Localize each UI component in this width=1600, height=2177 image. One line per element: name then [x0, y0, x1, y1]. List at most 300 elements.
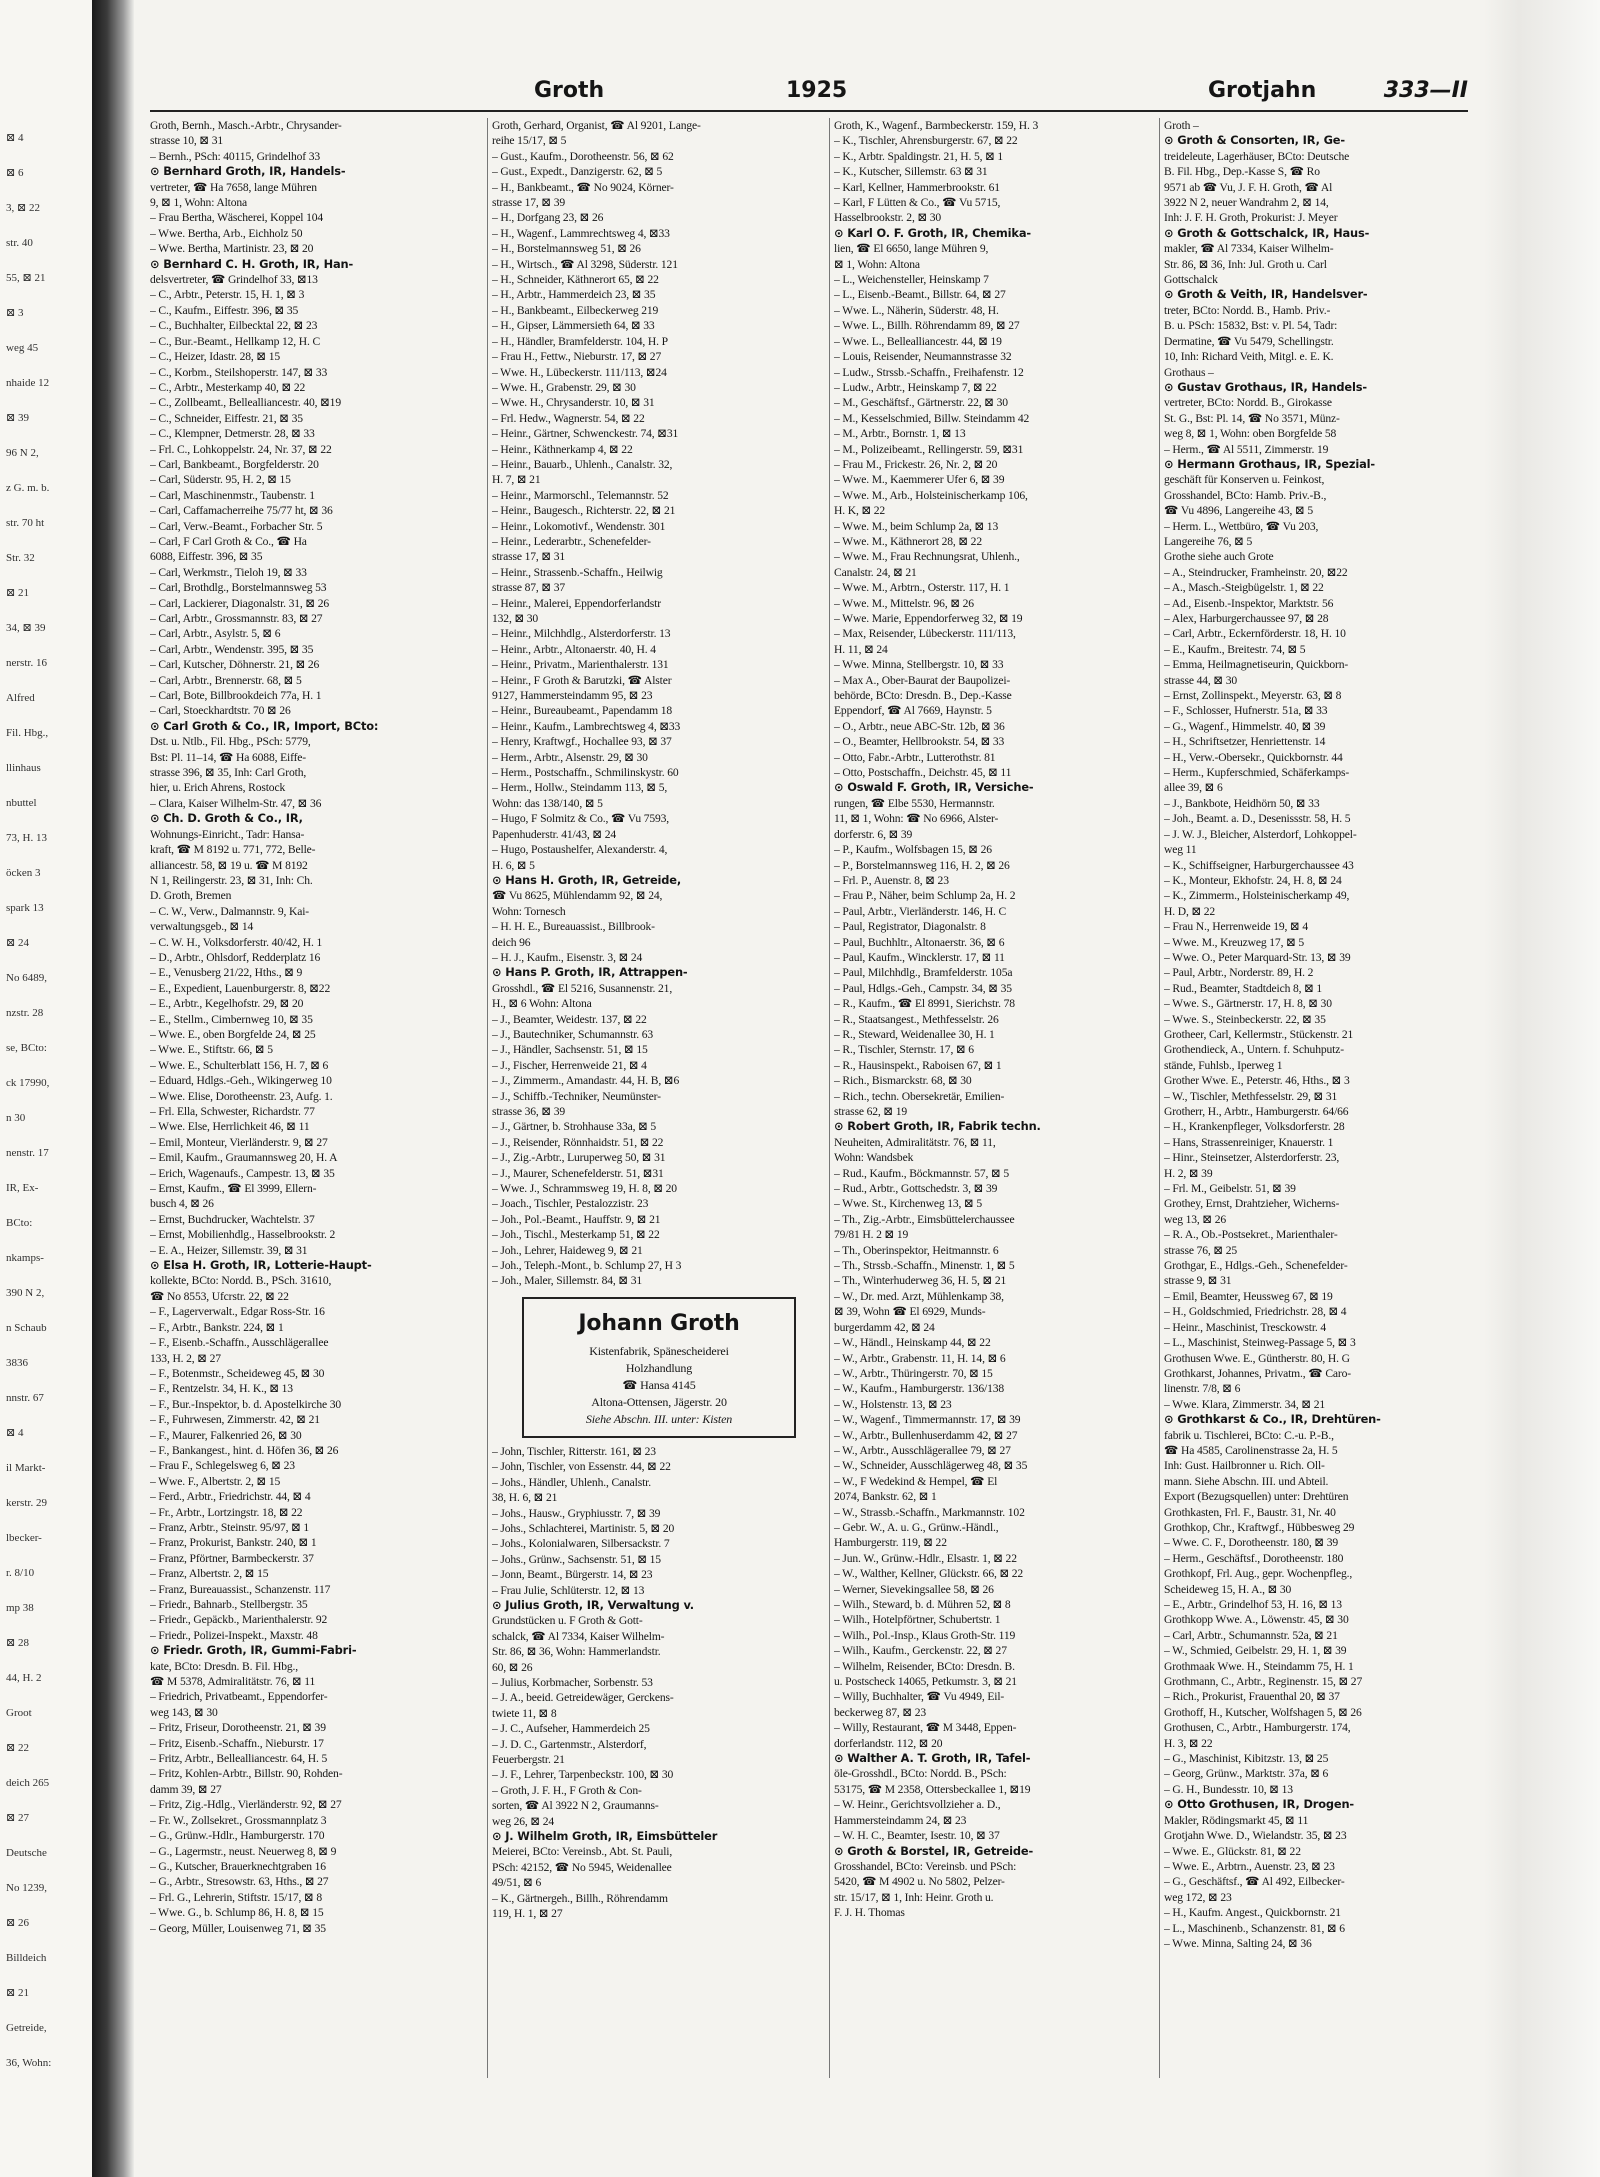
directory-entry-line: – Erich, Wagenaufs., Campestr. 13, ⊠ 35: [150, 1166, 335, 1180]
directory-entry-line: 2074, Bankstr. 62, ⊠ 1: [834, 1490, 937, 1504]
directory-entry-line: D. Groth, Bremen: [150, 889, 232, 903]
directory-entry-line: – Wwe. J., Schrammsweg 19, H. 8, ⊠ 20: [492, 1182, 677, 1196]
directory-entry-line: – Wwe. Bertha, Arb., Eichholz 50: [150, 226, 303, 240]
directory-entry-line: – J., Gärtner, b. Strohhause 33a, ⊠ 5: [492, 1120, 657, 1134]
directory-entry-line: ⊙ Robert Groth, IR, Fabrik techn.: [834, 1119, 1041, 1134]
directory-entry-line: – W., Holstenstr. 13, ⊠ 23: [834, 1397, 952, 1411]
directory-entry-line: – Rich., Prokurist, Frauenthal 20, ⊠ 37: [1164, 1690, 1340, 1704]
directory-entry-line: – H., Schriftsetzer, Henriettenstr. 14: [1164, 735, 1326, 749]
directory-entry-line: – Wwe. M., Arb., Holsteinischerkamp 106,: [834, 488, 1028, 502]
directory-entry-line: – John, Tischler, Ritterstr. 161, ⊠ 23: [492, 1444, 656, 1458]
directory-entry-line: – Heinr., Strassenb.-Schaffn., Heilwig: [492, 565, 663, 579]
directory-entry-line: – Frau Julie, Schlüterstr. 12, ⊠ 13: [492, 1583, 645, 1597]
directory-entry-line: lien, ☎ El 6650, lange Mühren 9,: [834, 242, 989, 256]
directory-entry-line: Grother Wwe. E., Peterstr. 46, Hths., ⊠ 3: [1164, 1074, 1350, 1088]
directory-entry-line: – Hans, Strassenreiniger, Knauerstr. 1: [1164, 1135, 1334, 1149]
directory-entry-line: – Wwe. C. F., Dorotheenstr. 180, ⊠ 39: [1164, 1536, 1339, 1550]
directory-entry-line: – Heinr., Privatm., Marienthalerstr. 131: [492, 658, 669, 672]
directory-entry-line: H. K, ⊠ 22: [834, 504, 886, 518]
directory-entry-line: vertreter, BCto: Nordd. B., Girokasse: [1164, 396, 1332, 410]
directory-entry-line: Grothendieck, A., Untern. f. Schuhputz-: [1164, 1043, 1344, 1057]
directory-entry-line: – Max A., Ober-Baurat der Baupolizei-: [834, 673, 1011, 687]
directory-entry-line: – Alex, Harburgerchaussee 97, ⊠ 28: [1164, 612, 1329, 625]
directory-entry-line: – Ludw., Strssb.-Schaffn., Freihafenstr. 12: [834, 365, 1024, 379]
directory-entry-line: schalck, ☎ Al 7334, Kaiser Wilhelm-: [492, 1629, 665, 1643]
directory-entry-line: – J., Fischer, Herrenweide 21, ⊠ 4: [492, 1058, 647, 1072]
directory-entry-line: dorferstr. 6, ⊠ 39: [834, 827, 913, 841]
directory-entry-line: ⊙ Groth & Borstel, IR, Getreide-: [834, 1843, 1034, 1858]
header-year: 1925: [786, 78, 848, 103]
directory-entry-line: – Fritz, Eisenb.-Schaffn., Nieburstr. 17: [150, 1736, 324, 1750]
directory-entry-line: – Willy, Restaurant, ☎ M 3448, Eppen-: [834, 1721, 1017, 1735]
directory-entry-line: – Wwe. S., Steinbeckerstr. 22, ⊠ 35: [1164, 1012, 1326, 1026]
directory-entry-line: Langereihe 76, ⊠ 5: [1164, 534, 1253, 548]
directory-entry-line: – Julius, Korbmacher, Sorbenstr. 53: [492, 1675, 653, 1689]
column-divider: [487, 118, 488, 2078]
directory-entry-line: – Friedr., Bahnarb., Stellbergstr. 35: [150, 1598, 308, 1611]
directory-entry-line: 11, ⊠ 1, Wohn: ☎ No 6966, Alster-: [834, 812, 999, 826]
margin-fragment: Groot: [6, 1707, 32, 1719]
directory-entry-line: Hasselbrookstr. 2, ⊠ 30: [834, 211, 942, 225]
directory-entry-line: – K., Zimmerm., Holsteinischerkamp 49,: [1164, 889, 1350, 903]
directory-entry-line: – D., Arbtr., Ohlsdorf, Redderplatz 16: [150, 950, 321, 964]
directory-entry-line: Wohn: Tornesch: [492, 904, 566, 918]
margin-fragment: ⊠ 6: [6, 167, 24, 179]
directory-entry-line: – Wwe. M., Frau Rechnungsrat, Uhlenh.,: [834, 550, 1020, 564]
directory-entry-line: – Bernh., PSch: 40115, Grindelhof 33: [150, 149, 320, 163]
directory-entry-line: – W. H. C., Beamter, Isestr. 10, ⊠ 37: [834, 1829, 1000, 1843]
directory-entry-line: – E., Venusberg 21/22, Hths., ⊠ 9: [150, 966, 303, 980]
margin-fragment: ⊠ 27: [6, 1812, 29, 1824]
directory-entry-line: 6088, Eiffestr. 396, ⊠ 35: [150, 550, 263, 564]
directory-entry-line: Grothusen, C., Arbtr., Hamburgerstr. 174,: [1164, 1721, 1351, 1735]
directory-entry-line: – Jun. W., Grünw.-Hdlr., Elsastr. 1, ⊠ 22: [834, 1551, 1017, 1565]
margin-fragment: ⊠ 39: [6, 412, 29, 424]
directory-entry-line: – Paul, Arbtr., Norderstr. 89, H. 2: [1164, 966, 1314, 980]
directory-entry-line: – L., Maschinist, Steinweg-Passage 5, ⊠ 3: [1164, 1336, 1356, 1350]
directory-entry-line: 49/51, ⊠ 6: [492, 1876, 542, 1890]
directory-entry-line: B. u. PSch: 15832, Bst: v. Pl. 54, Tadr:: [1164, 319, 1338, 333]
directory-entry-line: – Wilh., Pol.-Insp., Klaus Groth-Str. 119: [834, 1628, 1016, 1642]
directory-entry-line: – Carl, Süderstr. 95, H. 2, ⊠ 15: [150, 473, 291, 487]
directory-entry-line: – L., Maschinenb., Schanzenstr. 81, ⊠ 6: [1164, 1921, 1345, 1935]
directory-entry-line: – Heinr., Kaufm., Lambrechtsweg 4, ⊠33: [492, 719, 681, 733]
directory-entry-line: – Joach., Tischler, Pestalozzistr. 23: [492, 1197, 649, 1211]
directory-entry-line: – Wwe. E., Glückstr. 81, ⊠ 22: [1164, 1844, 1301, 1858]
directory-entry-line: kraft, ☎ M 8192 u. 771, 772, Belle-: [150, 843, 316, 857]
directory-entry-line: Groth, K., Wagenf., Barmbeckerstr. 159, H. 3: [834, 119, 1039, 132]
directory-entry-line: – Franz, Arbtr., Steinstr. 95/97, ⊠ 1: [150, 1520, 310, 1534]
directory-entry-line: – Wwe. Bertha, Martinistr. 23, ⊠ 20: [150, 242, 314, 256]
directory-entry-line: – Wwe. Elise, Dorotheenstr. 23, Aufg. 1.: [150, 1089, 333, 1103]
directory-entry-line: – Fritz, Zig.-Hdlg., Vierländerstr. 92, ⊠ 27: [150, 1798, 342, 1812]
directory-entry-line: – Karl, Kellner, Hammerbrookstr. 61: [834, 180, 1000, 194]
directory-entry-line: – Otto, Fabr.-Arbtr., Lutterothstr. 81: [834, 750, 996, 764]
directory-entry-line: – Emil, Beamter, Heussweg 67, ⊠ 19: [1164, 1289, 1333, 1303]
directory-entry-line: weg 172, ⊠ 23: [1164, 1890, 1232, 1904]
directory-entry-line: – F., Schlosser, Hufnerstr. 51a, ⊠ 33: [1164, 704, 1328, 718]
directory-entry-line: Grothaus –: [1164, 365, 1214, 379]
directory-entry-line: Wohn: Wandsbek: [834, 1151, 914, 1165]
directory-entry-line: 132, ⊠ 30: [492, 612, 539, 625]
margin-fragment: ⊠ 4: [6, 132, 24, 144]
directory-entry-line: – W., Arbtr., Grabenstr. 11, H. 14, ⊠ 6: [834, 1351, 1006, 1365]
directory-entry-line: – Frl. Ella, Schwester, Richardstr. 77: [150, 1105, 315, 1118]
directory-entry-line: – F., Maurer, Falkenried 26, ⊠ 30: [150, 1428, 302, 1442]
directory-entry-line: – Wwe. F., Albertstr. 2, ⊠ 15: [150, 1474, 281, 1488]
directory-entry-line: Grotheer, Carl, Kellermstr., Stückenstr. 21: [1164, 1027, 1354, 1041]
directory-entry-line: – E., Expedient, Lauenburgerstr. 8, ⊠22: [150, 981, 331, 995]
directory-entry-line: – Herm., Postschaffn., Schmilinskystr. 60: [492, 766, 679, 780]
directory-entry-line: kate, BCto: Dresdn. B. Fil. Hbg.,: [150, 1659, 299, 1673]
directory-entry-line: – Heinr., Maschinist, Tresckowstr. 4: [1164, 1320, 1327, 1334]
margin-fragment: 73, H. 13: [6, 832, 47, 844]
margin-fragment: ⊠ 3: [6, 307, 24, 319]
directory-entry-line: – Carl, Arbtr., Schumannstr. 52a, ⊠ 21: [1164, 1628, 1338, 1642]
directory-entry-line: rungen, ☎ Elbe 5530, Hermannstr.: [834, 796, 995, 810]
directory-entry-line: – C., Klempner, Detmerstr. 28, ⊠ 33: [150, 427, 315, 441]
directory-entry-line: ⊠ 1, Wohn: Altona: [834, 257, 920, 271]
directory-entry-line: – Frau Bertha, Wäscherei, Koppel 104: [150, 211, 324, 225]
margin-fragment: str. 70 ht: [6, 517, 45, 529]
directory-entry-line: – Wwe. Minna, Stellbergstr. 10, ⊠ 33: [834, 658, 1004, 672]
directory-entry-line: – Willy, Buchhalter, ☎ Vu 4949, Eil-: [834, 1690, 1005, 1704]
directory-entry-line: – Gust., Kaufm., Dorotheenstr. 56, ⊠ 62: [492, 149, 674, 163]
directory-entry-line: – W., Arbtr., Ausschlägerallee 79, ⊠ 27: [834, 1443, 1011, 1457]
directory-entry-line: Grothey, Ernst, Drahtzieher, Wicherns-: [1164, 1197, 1340, 1211]
directory-entry-line: – Wwe. E., Schulterblatt 156, H. 7, ⊠ 6: [150, 1058, 329, 1072]
directory-entry-line: – Ferd., Arbtr., Friedrichstr. 44, ⊠ 4: [150, 1490, 311, 1504]
directory-entry-line: Wohn: das 138/140, ⊠ 5: [492, 796, 603, 810]
directory-entry-line: St. G., Bst: Pl. 14, ☎ No 3571, Münz-: [1164, 411, 1340, 425]
directory-entry-line: – Max, Reisender, Lübeckerstr. 111/113,: [834, 627, 1016, 641]
directory-entry-line: – Wwe. M., Mittelstr. 96, ⊠ 26: [834, 596, 974, 610]
directory-entry-line: Inh: J. F. H. Groth, Prokurist: J. Meyer: [1164, 211, 1338, 225]
directory-entry-line: – Ludw., Arbtr., Heinskamp 7, ⊠ 22: [834, 380, 997, 394]
directory-entry-line: – Wwe. M., Käthnerort 28, ⊠ 22: [834, 534, 982, 548]
directory-entry-line: – Carl, Caffamacherreihe 75/77 ht, ⊠ 36: [150, 504, 333, 518]
directory-entry-line: – R., Tischler, Sternstr. 17, ⊠ 6: [834, 1043, 974, 1057]
directory-entry-line: – Wwe. Klara, Zimmerstr. 34, ⊠ 21: [1164, 1397, 1326, 1411]
directory-entry-line: Grothkop, Chr., Kraftwgf., Hübbesweg 29: [1164, 1520, 1355, 1534]
directory-entry-line: Grosshandel, BCto: Vereinsb. und PSch:: [834, 1859, 1017, 1873]
directory-entry-line: – P., Kaufm., Wolfsbagen 15, ⊠ 26: [834, 843, 992, 857]
directory-entry-line: – Louis, Reisender, Neumannstrasse 32: [834, 350, 1012, 364]
directory-entry-line: – Wwe. E., oben Borgfelde 24, ⊠ 25: [150, 1027, 316, 1041]
directory-entry-line: – J., Händler, Sachsenstr. 51, ⊠ 15: [492, 1043, 648, 1057]
directory-entry-line: – Carl, Stoeckhardtstr. 70 ⊠ 26: [150, 704, 291, 718]
margin-fragment: ⊠ 26: [6, 1917, 29, 1929]
directory-entry-line: strasse 396, ⊠ 35, Inh: Carl Groth,: [150, 766, 307, 780]
directory-entry-line: fabrik u. Tischlerei, BCto: C.-u. P.-B.,: [1164, 1428, 1334, 1442]
directory-entry-line: – Carl, Bote, Billbrookdeich 77a, H. 1: [150, 689, 322, 703]
directory-entry-line: – Ad., Eisenb.-Inspektor, Marktstr. 56: [1164, 596, 1334, 610]
margin-fragment: weg 45: [6, 342, 39, 354]
directory-entry-line: – Carl, Brothdlg., Borstelmannsweg 53: [150, 581, 327, 595]
directory-entry-line: Grothkasten, Frl. F., Baustr. 31, Nr. 40: [1164, 1505, 1336, 1519]
directory-entry-line: 9127, Hammersteindamm 95, ⊠ 23: [492, 689, 653, 703]
margin-fragment: 390 N 2,: [6, 1287, 45, 1299]
directory-entry-line: – Georg, Grünw., Marktstr. 37a, ⊠ 6: [1164, 1767, 1329, 1781]
directory-entry-line: – C., Bur.-Beamt., Hellkamp 12, H. C: [150, 334, 321, 348]
directory-entry-line: Papenhuderstr. 41/43, ⊠ 24: [492, 827, 616, 841]
directory-entry-line: – J., Schiffb.-Techniker, Neumünster-: [492, 1089, 661, 1103]
directory-entry-line: – Fr. W., Zollsekret., Grossmannplatz 3: [150, 1813, 327, 1827]
margin-fragment: il Markt-: [6, 1462, 46, 1474]
directory-entry-line: – C., Arbtr., Peterstr. 15, H. 1, ⊠ 3: [150, 288, 305, 302]
directory-entry-line: – Johs., Hausw., Gryphiusstr. 7, ⊠ 39: [492, 1506, 661, 1520]
directory-entry-line: – Fritz, Kohlen-Arbtr., Billstr. 90, Rohden-: [150, 1767, 343, 1781]
directory-entry-line: – Herm., Hollw., Steindamm 113, ⊠ 5,: [492, 781, 668, 795]
margin-fragment: nnstr. 67: [6, 1392, 44, 1404]
directory-entry-line: – E., Arbtr., Grindelhof 53, H. 16, ⊠ 13: [1164, 1598, 1342, 1611]
directory-entry-line: Groth, Gerhard, Organist, ☎ Al 9201, Lange-: [492, 119, 701, 132]
margin-fragment: Deutsche: [6, 1847, 47, 1859]
directory-entry-line: – Groth, J. F. H., F Groth & Con-: [492, 1783, 642, 1797]
directory-entry-line: Grothusen Wwe. E., Güntherstr. 80, H. G: [1164, 1351, 1350, 1365]
directory-entry-line: – Friedr., Polizei-Inspekt., Maxstr. 48: [150, 1628, 318, 1642]
directory-entry-line: – Paul, Buchhltr., Altonaerstr. 36, ⊠ 6: [834, 935, 1005, 949]
directory-entry-line: kollekte, BCto: Nordd. B., PSch. 31610,: [150, 1274, 332, 1288]
directory-entry-line: – M., Polizeibeamt., Rellingerstr. 59, ⊠31: [834, 442, 1024, 456]
margin-fragment: Fil. Hbg.,: [6, 727, 49, 739]
directory-entry-line: – Rud., Beamter, Stadtdeich 8, ⊠ 1: [1164, 981, 1323, 995]
directory-entry-line: Dermatine, ☎ Vu 5479, Schellingstr.: [1164, 334, 1334, 348]
directory-entry-line: – Wwe. O., Peter Marquard-Str. 13, ⊠ 39: [1164, 950, 1351, 964]
directory-entry-line: öle-Grosshdl., BCto: Nordd. B., PSch:: [834, 1767, 1007, 1781]
directory-entry-line: – Carl, Arbtr., Grossmannstr. 83, ⊠ 27: [150, 612, 323, 625]
directory-entry-line: H. 7, ⊠ 21: [492, 473, 541, 487]
directory-entry-line: ☎ Vu 8625, Mühlendamm 92, ⊠ 24,: [492, 889, 663, 903]
directory-entry-line: – Wwe. M., Kaemmerer Ufer 6, ⊠ 39: [834, 473, 1005, 487]
directory-entry-line: ☎ M 5378, Admiralitätstr. 76, ⊠ 11: [150, 1675, 316, 1689]
directory-entry-line: Grotjahn Wwe. D., Wielandstr. 35, ⊠ 23: [1164, 1829, 1347, 1843]
directory-entry-line: – Johs., Grünw., Sachsenstr. 51, ⊠ 15: [492, 1552, 661, 1566]
directory-entry-line: strasse 17, ⊠ 31: [492, 550, 566, 564]
directory-entry-line: – Carl, Verw.-Beamt., Forbacher Str. 5: [150, 519, 323, 533]
directory-entry-line: mann. Siehe Abschn. III. und Abteil.: [1164, 1474, 1329, 1488]
directory-entry-line: – Wwe. H., Lübeckerstr. 111/113, ⊠24: [492, 365, 667, 379]
directory-entry-line: makler, ☎ Al 7334, Kaiser Wilhelm-: [1164, 242, 1334, 256]
directory-entry-line: – Karl, F Lütten & Co., ☎ Vu 5715,: [834, 196, 1001, 210]
directory-entry-line: – K., Tischler, Ahrensburgerstr. 67, ⊠ 22: [834, 134, 1018, 148]
directory-entry-line: – O., Beamter, Hellbrookstr. 54, ⊠ 33: [834, 735, 1005, 749]
directory-entry-line: H. 6, ⊠ 5: [492, 858, 535, 872]
directory-entry-line: – Henry, Kraftwgf., Hochallee 93, ⊠ 37: [492, 735, 672, 749]
directory-entry-line: Grothoff, H., Kutscher, Wolfshagen 5, ⊠ 26: [1164, 1705, 1362, 1719]
directory-entry-line: ⊙ Karl O. F. Groth, IR, Chemika-: [834, 225, 1031, 240]
directory-entry-line: – Wwe. H., Grabenstr. 29, ⊠ 30: [492, 380, 636, 394]
directory-entry-line: – Carl, Kutscher, Döhnerstr. 21, ⊠ 26: [150, 658, 320, 672]
directory-entry-line: – Heinr., Baugesch., Richterstr. 22, ⊠ 21: [492, 504, 676, 518]
directory-entry-line: – Jonn, Beamt., Bürgerstr. 14, ⊠ 23: [492, 1568, 653, 1582]
directory-entry-line: 5420, ☎ M 4902 u. No 5802, Pelzer-: [834, 1875, 1005, 1889]
directory-entry-line: – F., Rentzelstr. 34, H. K., ⊠ 13: [150, 1382, 293, 1396]
directory-entry-line: – J. C., Aufseher, Hammerdeich 25: [492, 1722, 650, 1736]
directory-entry-line: ⊙ J. Wilhelm Groth, IR, Eimsbütteler: [492, 1829, 718, 1844]
directory-entry-line: – F., Fuhrwesen, Zimmerstr. 42, ⊠ 21: [150, 1413, 320, 1427]
page-header: [150, 70, 1468, 112]
directory-entry-line: Hamburgerstr. 119, ⊠ 22: [834, 1536, 947, 1550]
directory-entry-line: – Rich., Bismarckstr. 68, ⊠ 30: [834, 1074, 972, 1088]
margin-fragment: n 30: [6, 1112, 26, 1124]
directory-entry-line: – Heinr., Bureaubeamt., Papendamm 18: [492, 704, 673, 718]
directory-entry-line: – Th., Oberinspektor, Heitmannstr. 6: [834, 1243, 999, 1257]
directory-entry-line: – Rich., techn. Obersekretär, Emilien-: [834, 1089, 1005, 1103]
directory-entry-line: – K., Schiffseigner, Harburgerchaussee 43: [1164, 858, 1354, 872]
directory-entry-line: – Paul, Hdlgs.-Geh., Campstr. 34, ⊠ 35: [834, 981, 1012, 995]
directory-entry-line: 53175, ☎ M 2358, Ottersbeckallee 1, ⊠19: [834, 1782, 1031, 1796]
directory-entry-line: – Wwe. L., Billh. Röhrendamm 89, ⊠ 27: [834, 319, 1020, 333]
directory-entry-line: strasse 76, ⊠ 25: [1164, 1243, 1238, 1257]
directory-entry-line: – Georg, Müller, Louisenweg 71, ⊠ 35: [150, 1921, 326, 1935]
directory-entry-line: – E., Kaufm., Breitestr. 74, ⊠ 5: [1164, 642, 1306, 656]
margin-fragment: Alfred: [6, 692, 35, 704]
column-4: [1164, 118, 1468, 1951]
directory-entry-line: – J., Bautechniker, Schumannstr. 63: [492, 1027, 654, 1041]
directory-entry-line: – Th., Strssb.-Schaffn., Minenstr. 1, ⊠ 5: [834, 1259, 1015, 1273]
directory-entry-line: – G., Geschäftsf., ☎ Al 492, Eilbecker-: [1164, 1875, 1345, 1889]
directory-entry-line: ⊙ Gustav Grothaus, IR, Handels-: [1164, 379, 1367, 394]
directory-entry-line: strasse 87, ⊠ 37: [492, 581, 566, 595]
directory-entry-line: – J. W. J., Bleicher, Alsterdorf, Lohkoppel-: [1164, 827, 1357, 841]
directory-entry-line: 119, H. 1, ⊠ 27: [492, 1907, 563, 1921]
margin-fragment: nzstr. 28: [6, 1007, 44, 1019]
directory-entry-line: ⊙ Hans H. Groth, IR, Getreide,: [492, 872, 682, 887]
directory-entry-line: – Franz, Pförtner, Barmbeckerstr. 37: [150, 1551, 314, 1565]
directory-entry-line: – H., Goldschmied, Friedrichstr. 28, ⊠ 4: [1164, 1305, 1347, 1319]
directory-entry-line: delsvertreter, ☎ Grindelhof 33, ⊠13: [150, 273, 318, 287]
advert-note: Siehe Abschn. III. unter: Kisten: [585, 1411, 733, 1426]
directory-entry-line: vertreter, ☎ Ha 7658, lange Mühren: [150, 180, 317, 194]
directory-entry-line: – Wilh., Kaufm., Gerckenstr. 22, ⊠ 27: [834, 1644, 1007, 1658]
advert-line: Altona-Ottensen, Jägerstr. 20: [591, 1394, 727, 1409]
directory-entry-line: – Johs., Händler, Uhlenh., Canalstr.: [492, 1475, 652, 1489]
directory-entry-line: – J. A., beeid. Getreidewäger, Gerckens-: [492, 1691, 674, 1705]
directory-entry-line: Str. 86, ⊠ 36, Inh: Jul. Groth u. Carl: [1164, 257, 1327, 271]
directory-entry-line: – Carl, Bankbeamt., Borgfelderstr. 20: [150, 457, 319, 471]
directory-entry-line: – Franz, Bureauassist., Schanzenstr. 117: [150, 1582, 331, 1596]
directory-entry-line: Makler, Rödingsmarkt 45, ⊠ 11: [1164, 1813, 1309, 1827]
directory-entry-line: – H., Schneider, Käthnerort 65, ⊠ 22: [492, 273, 659, 287]
directory-entry-line: damm 39, ⊠ 27: [150, 1782, 222, 1796]
directory-entry-line: ⊙ Elsa H. Groth, IR, Lotterie-Haupt-: [150, 1258, 372, 1273]
directory-entry-line: Grothkopp Wwe. A., Löwenstr. 45, ⊠ 30: [1164, 1613, 1349, 1627]
directory-entry-line: – Th., Winterhuderweg 36, H. 5, ⊠ 21: [834, 1274, 1007, 1288]
directory-entry-line: B. Fil. Hbg., Dep.-Kasse S, ☎ Ro: [1164, 165, 1320, 179]
directory-entry-line: – G. H., Bundesstr. 10, ⊠ 13: [1164, 1782, 1293, 1796]
directory-entry-line: ⊙ Bernhard Groth, IR, Handels-: [150, 164, 346, 179]
advert-line: Holzhandlung: [625, 1360, 693, 1375]
directory-entry-line: 3922 N 2, neuer Wandrahm 2, ⊠ 14,: [1164, 196, 1329, 210]
directory-entry-line: – H., Krankenpfleger, Volksdorferstr. 28: [1164, 1120, 1345, 1134]
directory-entry-line: Grothmaak Wwe. H., Steindamm 75, H. 1: [1164, 1659, 1354, 1673]
directory-entry-line: – Emil, Monteur, Vierländerstr. 9, ⊠ 27: [150, 1135, 328, 1149]
directory-entry-line: – C., Buchhalter, Eilbecktal 22, ⊠ 23: [150, 319, 318, 333]
margin-fragment: 3, ⊠ 22: [6, 202, 40, 214]
margin-fragment: 36, Wohn:: [6, 2057, 52, 2069]
directory-entry-line: H., ⊠ 6 Wohn: Altona: [492, 997, 592, 1011]
margin-fragment: IR, Ex-: [6, 1182, 39, 1194]
directory-entry-line: – W., Schmied, Geibelstr. 29, H. 1, ⊠ 39: [1164, 1644, 1347, 1658]
directory-entry-line: ⊙ Otto Grothusen, IR, Drogen-: [1164, 1797, 1355, 1812]
directory-entry-line: – H., Arbtr., Hammerdeich 23, ⊠ 35: [492, 288, 656, 302]
directory-entry-line: – Gust., Expedt., Danzigerstr. 62, ⊠ 5: [492, 165, 663, 179]
margin-fragment: lbecker-: [6, 1532, 42, 1544]
margin-fragment: nerstr. 16: [6, 657, 47, 669]
directory-entry-line: – W., Händl., Heinskamp 44, ⊠ 22: [834, 1336, 991, 1350]
margin-fragment: nhaide 12: [6, 377, 50, 389]
directory-entry-line: – J., Reisender, Rönnhaidstr. 51, ⊠ 22: [492, 1135, 664, 1149]
directory-entry-line: – Friedrich, Privatbeamt., Eppendorfer-: [150, 1690, 328, 1704]
margin-fragment: 34, ⊠ 39: [6, 622, 46, 634]
directory-entry-line: – Frl. M., Geibelstr. 51, ⊠ 39: [1164, 1182, 1296, 1196]
directory-entry-line: Grothe siehe auch Grote: [1164, 550, 1274, 564]
directory-entry-line: N 1, Reilingerstr. 23, ⊠ 31, Inh: Ch.: [150, 873, 313, 887]
directory-entry-line: – Wwe. Else, Herrlichkeit 46, ⊠ 11: [150, 1120, 310, 1134]
directory-entry-line: – G., Wagenf., Himmelstr. 40, ⊠ 39: [1164, 719, 1326, 733]
directory-entry-line: – Herm., Arbtr., Alsenstr. 29, ⊠ 30: [492, 750, 648, 764]
directory-entry-line: – R. A., Ob.-Postsekret., Marienthaler-: [1164, 1228, 1338, 1242]
directory-entry-line: ⊙ Groth & Gottschalck, IR, Haus-: [1164, 225, 1370, 240]
directory-entry-line: H. 11, ⊠ 24: [834, 642, 888, 656]
directory-entry-line: busch 4, ⊠ 26: [150, 1197, 214, 1211]
directory-entry-line: – M., Geschäftsf., Gärtnerstr. 22, ⊠ 30: [834, 396, 1008, 410]
directory-entry-line: strasse 10, ⊠ 31: [150, 134, 224, 148]
directory-entry-line: Eppendorf, ☎ Al 7669, Haynstr. 5: [834, 704, 992, 718]
directory-entry-line: – Paul, Milchhdlg., Bramfelderstr. 105a: [834, 966, 1013, 980]
directory-entry-line: ☎ Vu 4896, Langereihe 43, ⊠ 5: [1164, 504, 1313, 518]
directory-entry-line: Grothgar, E., Hdlgs.-Geh., Schenefelder-: [1164, 1259, 1348, 1273]
directory-entry-line: Groth –: [1164, 119, 1199, 132]
directory-entry-line: – F., Lagerverwalt., Edgar Ross-Str. 16: [150, 1305, 325, 1319]
directory-entry-line: – Frl. C., Lohkoppelstr. 24, Nr. 37, ⊠ 22: [150, 442, 332, 456]
margin-fragment: BCto:: [6, 1217, 33, 1229]
directory-entry-line: ⊙ Bernhard C. H. Groth, IR, Han-: [150, 256, 354, 271]
directory-entry-line: – H., Borstelmannsweg 51, ⊠ 26: [492, 242, 641, 256]
directory-entry-line: – Heinr., Arbtr., Altonaerstr. 40, H. 4: [492, 642, 656, 656]
directory-entry-line: – K., Arbtr. Spaldingstr. 21, H. 5, ⊠ 1: [834, 149, 1004, 163]
directory-entry-line: – E. A., Heizer, Sillemstr. 39, ⊠ 31: [150, 1243, 308, 1257]
margin-fragment: str. 40: [6, 237, 33, 249]
facing-page-fragment: [0, 0, 93, 2177]
directory-entry-line: – W., F Wedekind & Hempel, ☎ El: [834, 1474, 998, 1488]
directory-entry-line: – Carl, F Carl Groth & Co., ☎ Ha: [150, 534, 307, 548]
directory-entry-line: – Frau H., Fettw., Nieburstr. 17, ⊠ 27: [492, 350, 662, 364]
directory-entry-line: Grundstücken u. F Groth & Gott-: [492, 1614, 643, 1628]
directory-entry-line: – L., Eisenb.-Beamt., Billstr. 64, ⊠ 27: [834, 288, 1006, 302]
directory-entry-line: Dst. u. Ntlb., Fil. Hbg., PSch: 5779,: [150, 735, 311, 749]
directory-entry-line: H. 3, ⊠ 22: [1164, 1736, 1213, 1750]
directory-entry-line: ⊠ 39, Wohn ☎ El 6929, Munds-: [834, 1305, 986, 1319]
directory-entry-line: linenstr. 7/8, ⊠ 6: [1164, 1382, 1241, 1396]
directory-entry-line: strasse 9, ⊠ 31: [1164, 1274, 1232, 1288]
directory-entry-line: – Hugo, F Solmitz & Co., ☎ Vu 7593,: [492, 812, 670, 826]
directory-entry-line: allee 39, ⊠ 6: [1164, 781, 1223, 795]
directory-entry-line: – C., Heizer, Idastr. 28, ⊠ 15: [150, 350, 280, 364]
directory-entry-line: – Joh., Lehrer, Haideweg 9, ⊠ 21: [492, 1243, 643, 1257]
directory-entry-line: weg 143, ⊠ 30: [150, 1705, 218, 1719]
margin-fragment: ⊠ 22: [6, 1742, 29, 1754]
margin-fragment: 96 N 2,: [6, 447, 39, 459]
directory-entry-line: – Frl. P., Auenstr. 8, ⊠ 23: [834, 873, 949, 887]
directory-entry-line: – W. Heinr., Gerichtsvollzieher a. D.,: [834, 1798, 1001, 1812]
directory-entry-line: – H., Verw.-Obersekr., Quickbornstr. 44: [1164, 750, 1343, 764]
directory-entry-line: weg 8, ⊠ 1, Wohn: oben Borgfelde 58: [1164, 427, 1337, 441]
directory-entry-line: – Ernst, Zollinspekt., Meyerstr. 63, ⊠ 8: [1164, 689, 1342, 703]
directory-entry-line: – Hugo, Postaushelfer, Alexanderstr. 4,: [492, 843, 668, 857]
directory-entry-line: – W., Strassb.-Schaffn., Markmannstr. 102: [834, 1505, 1025, 1519]
